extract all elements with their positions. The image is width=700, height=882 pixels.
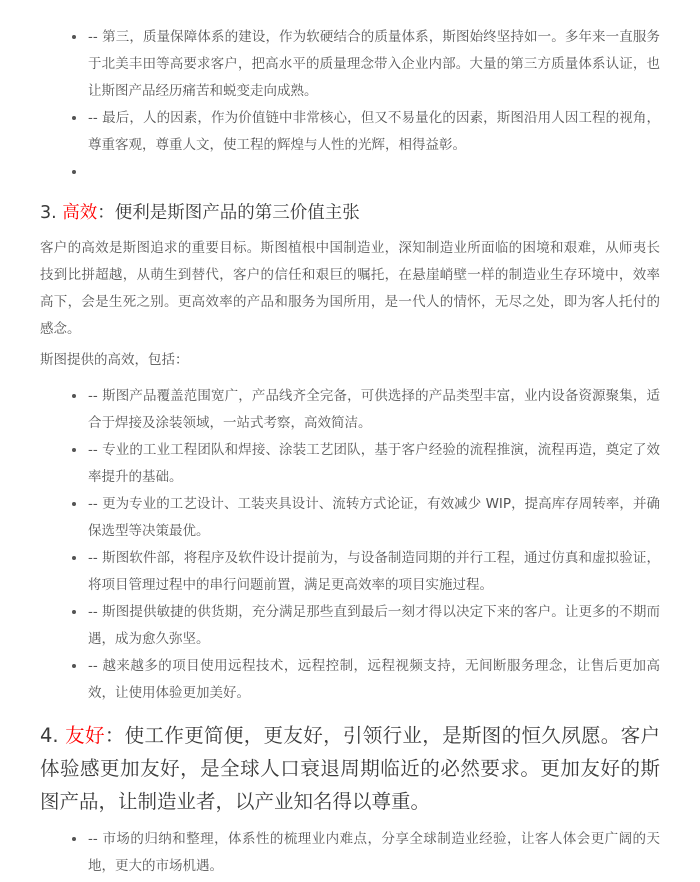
section4-heading (40, 719, 660, 818)
section4-title-rest: ：使工作更简便，更友好，引领行业，是斯图的恒久夙愿。客户体验感更加友好，是全球人口衰退周期临近的必然要求。更加友好的斯图产品，让制造业者，以产业知名得以尊重。 (40, 724, 660, 813)
section3-list-intro: 斯图提供的高效，包括： (40, 352, 189, 368)
list-item: • -- 专业的工业工程团队和焊接、涂装工艺团队，基于客户经验的流程推演，流程再造，奠定了效率提升的基础。 (87, 437, 660, 491)
list-item-empty (87, 159, 660, 186)
carryover-bullet-list (40, 24, 660, 186)
section3-number: 3. (40, 203, 63, 223)
list-item: • -- 斯图提供敏捷的供货期，充分满足那些直到最后一刻才得以决定下来的客户。让更多的不期而遇，成为愈久弥坚。 (87, 599, 660, 653)
section4-keyword: 友好 (65, 724, 105, 747)
section3-title-rest: ：便利是斯图产品的第三价值主张 (97, 203, 360, 223)
section3-keyword: 高效 (62, 203, 98, 223)
list-item: • -- 第三，质量保障体系的建设，作为软硬结合的质量体系，斯图始终坚持如一。多年来一直服务于北美丰田等高要求客户，把高水平的质量理念带入企业内部。大量的第三方质量体系认证，也让斯图产品经历痛苦和蜕变走向成熟。 (87, 24, 660, 105)
list-item: • -- 市场的归纳和整理，体系性的梳理业内难点，分享全球制造业经验，让客人体会更广阔的天地，更大的市场机遇。 (87, 826, 660, 880)
section3-bullet-list (40, 383, 660, 707)
section4-bullet-list (40, 826, 660, 880)
list-item: • -- 更为专业的工艺设计、工装夹具设计、流转方式论证，有效减少 WIP，提高库存周转率，并确保选型等决策最优。 (87, 491, 660, 545)
list-item: • -- 最后，人的因素，作为价值链中非常核心，但又不易量化的因素，斯图沿用人因工程的视角，尊重客观，尊重人文，使工程的辉煌与人性的光辉，相得益彰。 (87, 105, 660, 159)
list-item: • -- 越来越多的项目使用远程技术，远程控制，远程视频支持，无间断服务理念，让售后更加高效，让使用体验更加美好。 (87, 653, 660, 707)
section3-heading (40, 200, 660, 227)
section3-paragraph: 客户的高效是斯图追求的重要目标。斯图植根中国制造业，深知制造业所面临的困境和艰难，从师夷长技到比拼超越，从萌生到替代，客户的信任和艰巨的嘱托，在悬崖峭壁一样的制造业生存环境中，效率高下，会是生死之别。更高效率的产品和服务为国所用，是一代人的情怀，无尽之处，即为客人托付的感念。 (40, 240, 660, 337)
list-item: • -- 斯图产品覆盖范围宽广，产品线齐全完备，可供选择的产品类型丰富，业内设备资源聚集，适合于焊接及涂装领域，一站式考察，高效简洁。 (87, 383, 660, 437)
section4-number: 4. (40, 724, 66, 747)
list-item: • -- 斯图软件部，将程序及软件设计提前为，与设备制造同期的并行工程，通过仿真和虚拟验证，将项目管理过程中的串行问题前置，满足更高效率的项目实施过程。 (87, 545, 660, 599)
